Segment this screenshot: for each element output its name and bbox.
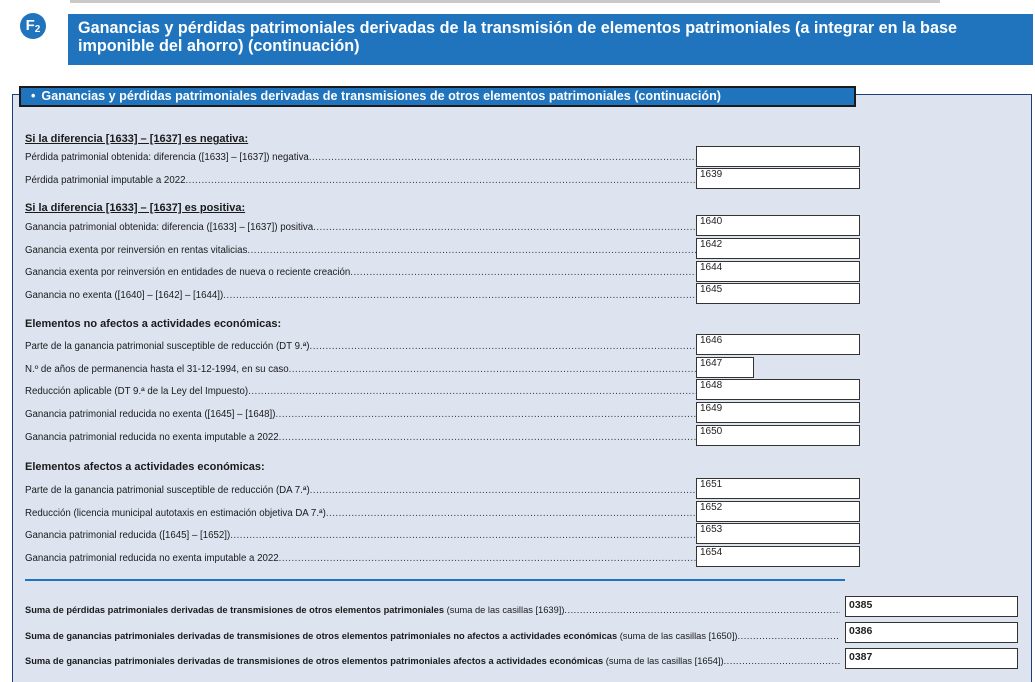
row-1653: Ganancia patrimonial reducida ([1645] – [1652]) ..... xyxy=(25,530,696,542)
box-code-1640: 1640 xyxy=(700,216,723,227)
summary-row-0386: Suma de ganancias patrimoniales derivadas de transmisiones de otros elementos patrimoniales no afectos a actividades económicas (suma de las casillas [1650]) ..... xyxy=(25,630,840,642)
box-code-1653: 1653 xyxy=(700,524,723,535)
box-code-1647: 1647 xyxy=(700,358,723,369)
row-1640: Ganancia patrimonial obtenida: diferencia ([1633] – [1637]) positiva ..... xyxy=(25,222,696,234)
row-1644: Ganancia exenta por reinversión en entidades de nueva o reciente creación ..... xyxy=(25,267,696,279)
box-code-1648: 1648 xyxy=(700,380,723,391)
summary-row-0387: Suma de ganancias patrimoniales derivadas de transmisiones de otros elementos patrimoniales afectos a actividades económicas (suma de las casillas [1654]) ..... xyxy=(25,655,840,667)
box-code-0385: 0385 xyxy=(849,599,873,611)
subsection-title-text: Ganancias y pérdidas patrimoniales derivadas de transmisiones de otros elementos patrimoniales (continuación) xyxy=(41,89,721,103)
box-code-1649: 1649 xyxy=(700,403,723,414)
row-1642: Ganancia exenta por reinversión en rentas vitalicias ..... xyxy=(25,245,696,257)
box-code-1651: 1651 xyxy=(700,479,723,490)
row-1651: Parte de la ganancia patrimonial susceptible de reducción (DA 7.ª) ..... xyxy=(25,485,696,497)
row-1639: Pérdida patrimonial imputable a 2022 ..... xyxy=(25,175,696,187)
box-code-1654: 1654 xyxy=(700,547,723,558)
row-1654: Ganancia patrimonial reducida no exenta imputable a 2022 ..... xyxy=(25,553,696,565)
box-code-1650: 1650 xyxy=(700,426,723,437)
heading-no-afectos: Elementos no afectos a actividades económicas: xyxy=(25,318,282,330)
row-1652: Reducción (licencia municipal autotaxis en estimación objetiva DA 7.ª) ..... xyxy=(25,508,696,520)
box-code-1644: 1644 xyxy=(700,262,723,273)
section-badge-sub: 2 xyxy=(34,24,41,35)
summary-row-0385: Suma de pérdidas patrimoniales derivadas de transmisiones de otros elementos patrimoniales (suma de las casillas [1639]) ..... xyxy=(25,604,840,616)
row-1650: Ganancia patrimonial reducida no exenta imputable a 2022 ..... xyxy=(25,432,696,444)
row-1648: Reducción aplicable (DT 9.ª de la Ley del Impuesto) ..... xyxy=(25,386,696,398)
subsection-title xyxy=(19,86,856,107)
box-code-1646: 1646 xyxy=(700,335,723,346)
section-divider xyxy=(25,579,845,581)
heading-positiva: Si la diferencia [1633] – [1637] es positiva: xyxy=(25,202,246,214)
row-1638: Pérdida patrimonial obtenida: diferencia ([1633] – [1637]) negativa ..... xyxy=(25,152,696,164)
row-1649: Ganancia patrimonial reducida no exenta ([1645] – [1648]) ..... xyxy=(25,409,696,421)
heading-afectos: Elementos afectos a actividades económicas: xyxy=(25,461,265,473)
box-code-1652: 1652 xyxy=(700,502,723,513)
row-1645: Ganancia no exenta ([1640] – [1642] – [1644]) ..... xyxy=(25,290,696,302)
box-code-1645: 1645 xyxy=(700,284,723,295)
box-code-0387: 0387 xyxy=(849,651,873,663)
row-1647: N.º de años de permanencia hasta el 31-12-1994, en su caso ..... xyxy=(25,364,696,376)
top-rule xyxy=(70,0,940,3)
section-title: Ganancias y pérdidas patrimoniales derivadas de la transmisión de elementos patrimoniales (a integrar en la base imponible del ahorro) (continuación) xyxy=(68,14,1033,65)
box-code-1639: 1639 xyxy=(700,169,723,180)
box-code-0386: 0386 xyxy=(849,625,873,637)
input-box-1638[interactable] xyxy=(696,146,860,167)
box-code-1642: 1642 xyxy=(700,239,723,250)
section-badge xyxy=(20,13,46,39)
section-badge-letter: F xyxy=(25,17,35,34)
row-1646: Parte de la ganancia patrimonial susceptible de reducción (DT 9.ª) ..... xyxy=(25,341,696,353)
heading-negativa: Si la diferencia [1633] – [1637] es negativa: xyxy=(25,133,249,145)
bullet-icon: • xyxy=(31,89,36,103)
